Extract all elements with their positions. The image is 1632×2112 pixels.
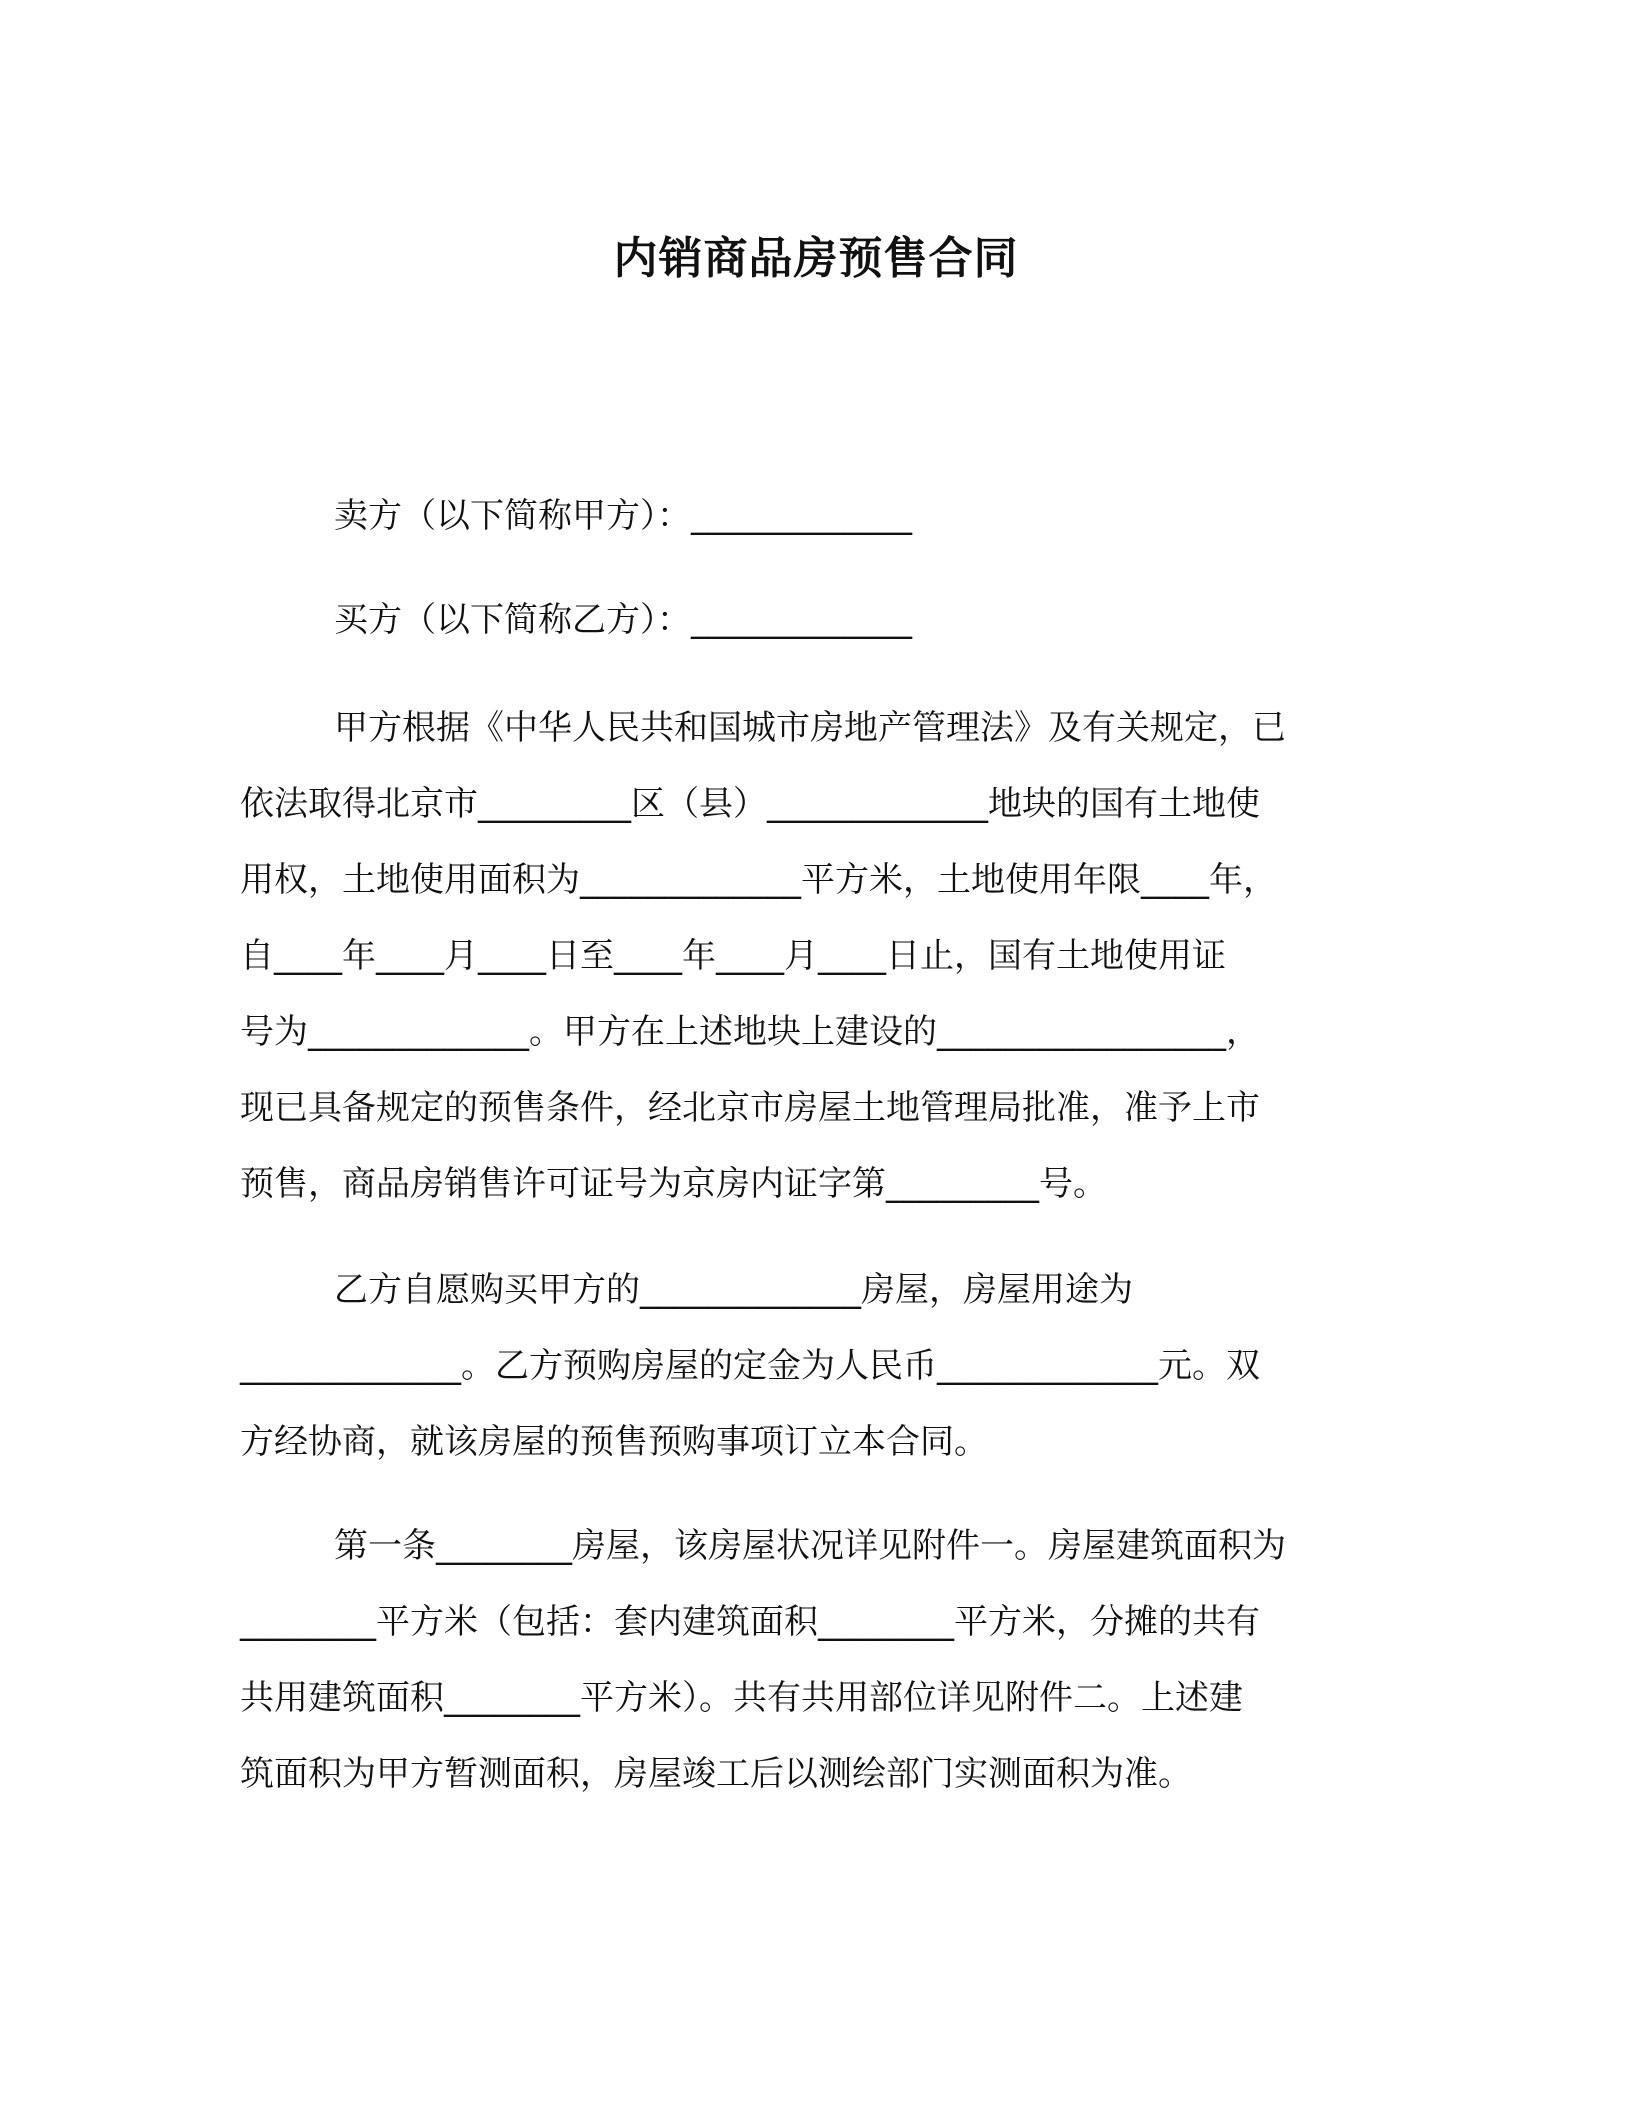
paragraph-line: 自____年____月____日至____年____月____日止，国有土地使用证 xyxy=(240,936,1226,976)
paragraph-line: 用权，土地使用面积为_____________平方米，土地使用年限____年， xyxy=(240,860,1277,900)
paragraph-line: _____________。乙方预购房屋的定金为人民币_____________元。双 xyxy=(240,1346,1260,1386)
paragraph-line: 预售，商品房销售许可证号为京房内证字第_________号。 xyxy=(240,1164,1107,1204)
paragraph-line: 第一条________房屋，该房屋状况详见附件一。房屋建筑面积为 xyxy=(334,1526,1286,1566)
seller-line: 卖方（以下简称甲方）：_____________ xyxy=(334,496,912,536)
paragraph-line: ________平方米（包括：套内建筑面积________平方米，分摊的共有 xyxy=(240,1602,1260,1642)
paragraph-line: 甲方根据《中华人民共和国城市房地产管理法》及有关规定，已 xyxy=(334,708,1286,748)
paragraph-line: 现已具备规定的预售条件，经北京市房屋土地管理局批准，准予上市 xyxy=(240,1088,1260,1128)
paragraph-line: 方经协商，就该房屋的预售预购事项订立本合同。 xyxy=(240,1422,988,1462)
paragraph-line: 乙方自愿购买甲方的_____________房屋，房屋用途为 xyxy=(334,1270,1133,1310)
buyer-line: 买方（以下简称乙方）：_____________ xyxy=(334,600,912,640)
paragraph-line: 号为_____________。甲方在上述地块上建设的_________________， xyxy=(240,1012,1260,1052)
paragraph-line: 依法取得北京市_________区（县）_____________地块的国有土地使 xyxy=(240,784,1260,824)
paragraph-line: 筑面积为甲方暂测面积，房屋竣工后以测绘部门实测面积为准。 xyxy=(240,1754,1192,1794)
document-title: 内销商品房预售合同 xyxy=(613,233,1019,284)
paragraph-line: 共用建筑面积________平方米）。共有共用部位详见附件二。上述建 xyxy=(240,1678,1243,1718)
